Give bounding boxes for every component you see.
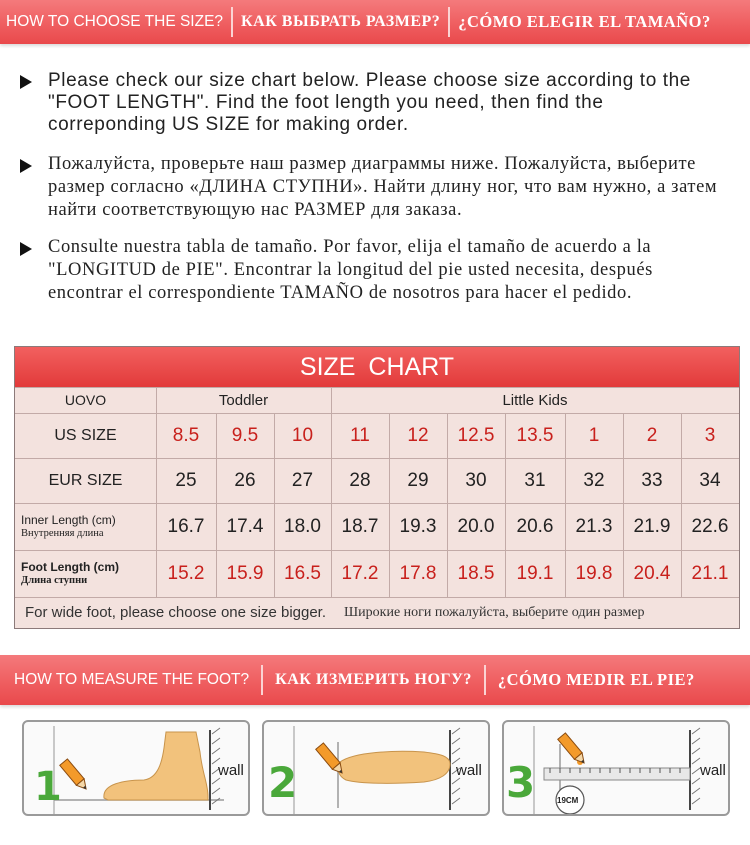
brand-label: UOVO: [64, 392, 107, 408]
foot-length-cell: 21.1: [691, 562, 729, 584]
eur-size-cell: 34: [699, 469, 721, 491]
foot-length-cell: 15.9: [226, 562, 264, 584]
foot-length-label-ru: Длина ступни: [21, 574, 88, 586]
inner-length-cell: 18.7: [341, 515, 379, 537]
inner-length-cell: 21.9: [633, 515, 671, 537]
foot-length-cell: 16.5: [284, 562, 321, 584]
us-size-cell: 9.5: [231, 424, 259, 446]
instruction-ru-text: Пожалуйста, проверьте наш размер диаграммы ниже. Пожалуйста, выберите размер согласно «ДЛИНА СТУПНИ». Найти длину ног, что вам нужно, а затем найти соответствующую нас РАЗМЕР для заказа.: [48, 154, 718, 220]
eur-size-cell: 29: [407, 469, 429, 491]
measure-step-2: [262, 720, 490, 816]
inner-length-cell: 20.6: [516, 515, 554, 537]
instruction-en-text: Please check our size chart below. Please choose size according to the "FOOT LENGTH". Find the foot length you need, then find the correponding US SIZE for making order.: [48, 70, 691, 135]
step-2-number: 2: [268, 758, 298, 807]
measure-step-1: [22, 720, 250, 816]
foot-length-label-en: Foot Length (cm): [21, 559, 119, 574]
inner-length-cell: 16.7: [167, 515, 205, 537]
toddler-group-label: Toddler: [218, 391, 269, 409]
banner-choose-es: ¿CÓMO ELEGIR EL TAMAÑO?: [458, 12, 711, 31]
ruler-reading: 19CM: [557, 796, 579, 805]
us-size-cell: 8.5: [172, 424, 200, 446]
instruction-ru: [20, 153, 720, 222]
banner-measure-ru: КАК ИЗМЕРИТЬ НОГУ?: [275, 671, 472, 688]
eur-size-cell: 28: [349, 469, 371, 491]
inner-length-label-ru: Внутренняя длина: [21, 527, 104, 539]
foot-length-label: [15, 550, 156, 597]
inner-length-label-en: Inner Length (cm): [21, 512, 116, 527]
banner-choose-ru: КАК ВЫБРАТЬ РАЗМЕР?: [241, 13, 441, 30]
eur-size-label: EUR SIZE: [48, 471, 123, 489]
step-3-illustration: [504, 722, 730, 816]
little-kids-group-label: Little Kids: [502, 391, 568, 409]
us-size-cell: 1: [588, 424, 600, 446]
banner-measure-en: HOW TO MEASURE THE FOOT?: [14, 671, 250, 688]
wide-foot-note-ru: Широкие ноги пожалуйста, выберите один размер: [344, 604, 645, 620]
inner-length-cell: 18.0: [284, 515, 321, 537]
us-size-label: US SIZE: [54, 426, 117, 444]
us-size-cell: 13.5: [516, 424, 554, 446]
choose-size-banner: [0, 0, 750, 44]
eur-size-cell: 25: [175, 469, 197, 491]
eur-size-cell: 33: [641, 469, 663, 491]
inner-length-label: [15, 503, 156, 550]
us-size-cell: 12: [407, 424, 429, 446]
pencil-icon: [558, 733, 588, 766]
foot-length-cell: 19.1: [516, 562, 554, 584]
bullet-arrow-icon: [20, 242, 32, 256]
us-size-cell: 2: [646, 424, 658, 446]
pencil-icon: [60, 759, 90, 792]
eur-size-cell: 32: [583, 469, 605, 491]
instruction-es-text: Consulte nuestra tabla de tamaño. Por favor, elija el tamaño de acuerdo a la "LONGITUD de PIE". Encontrar la longitud del pie usted necesita, después encontrar el correspondiente TAMAÑO de nosotros para hacer el pedido.: [48, 237, 653, 303]
step-3-number: 3: [506, 758, 536, 807]
wall-label: wall: [700, 762, 726, 779]
foot-length-cell: 17.2: [341, 562, 379, 584]
us-size-cell: 10: [291, 424, 314, 446]
inner-length-cell: 20.0: [457, 515, 495, 537]
us-size-cell: 12.5: [457, 424, 495, 446]
foot-length-cell: 15.2: [167, 562, 205, 584]
ruler-icon: [544, 768, 690, 780]
foot-length-cell: 19.8: [575, 562, 613, 584]
banner-divider: [448, 7, 450, 37]
bullet-arrow-icon: [20, 159, 32, 173]
bullet-arrow-icon: [20, 75, 32, 89]
foot-length-cell: 20.4: [633, 562, 671, 584]
inner-length-cell: 17.4: [226, 515, 264, 537]
eur-size-cell: 26: [234, 469, 256, 491]
banner-divider: [231, 7, 233, 37]
inner-length-cell: 21.3: [575, 515, 613, 537]
measure-step-3: [502, 720, 730, 816]
inner-length-cell: 19.3: [399, 515, 437, 537]
foot-length-cell: 17.8: [399, 562, 437, 584]
banner-divider: [484, 665, 486, 695]
wide-foot-note-en: For wide foot, please choose one size bigger.: [25, 604, 327, 621]
measure-foot-banner: [0, 655, 750, 705]
banner-measure-es: ¿CÓMO MEDIR EL PIE?: [497, 670, 695, 689]
us-size-cell: 3: [704, 424, 716, 446]
banner-choose-en: HOW TO CHOOSE THE SIZE?: [6, 13, 224, 30]
step-1-number: 1: [34, 764, 62, 810]
instruction-en: [20, 70, 720, 136]
wide-foot-note: [15, 597, 739, 628]
eur-size-cell: 31: [524, 469, 546, 491]
size-chart: [14, 346, 740, 629]
foot-length-cell: 18.5: [457, 562, 495, 584]
wall-label: wall: [456, 762, 482, 779]
eur-size-cell: 27: [291, 469, 314, 491]
banner-divider: [261, 665, 263, 695]
us-size-cell: 11: [350, 424, 370, 446]
pencil-icon: [316, 743, 346, 776]
inner-length-cell: 22.6: [691, 515, 729, 537]
size-chart-title: SIZE CHART: [15, 347, 739, 387]
instruction-es: [20, 236, 720, 305]
eur-size-cell: 30: [465, 469, 487, 491]
wall-label: wall: [218, 762, 244, 779]
